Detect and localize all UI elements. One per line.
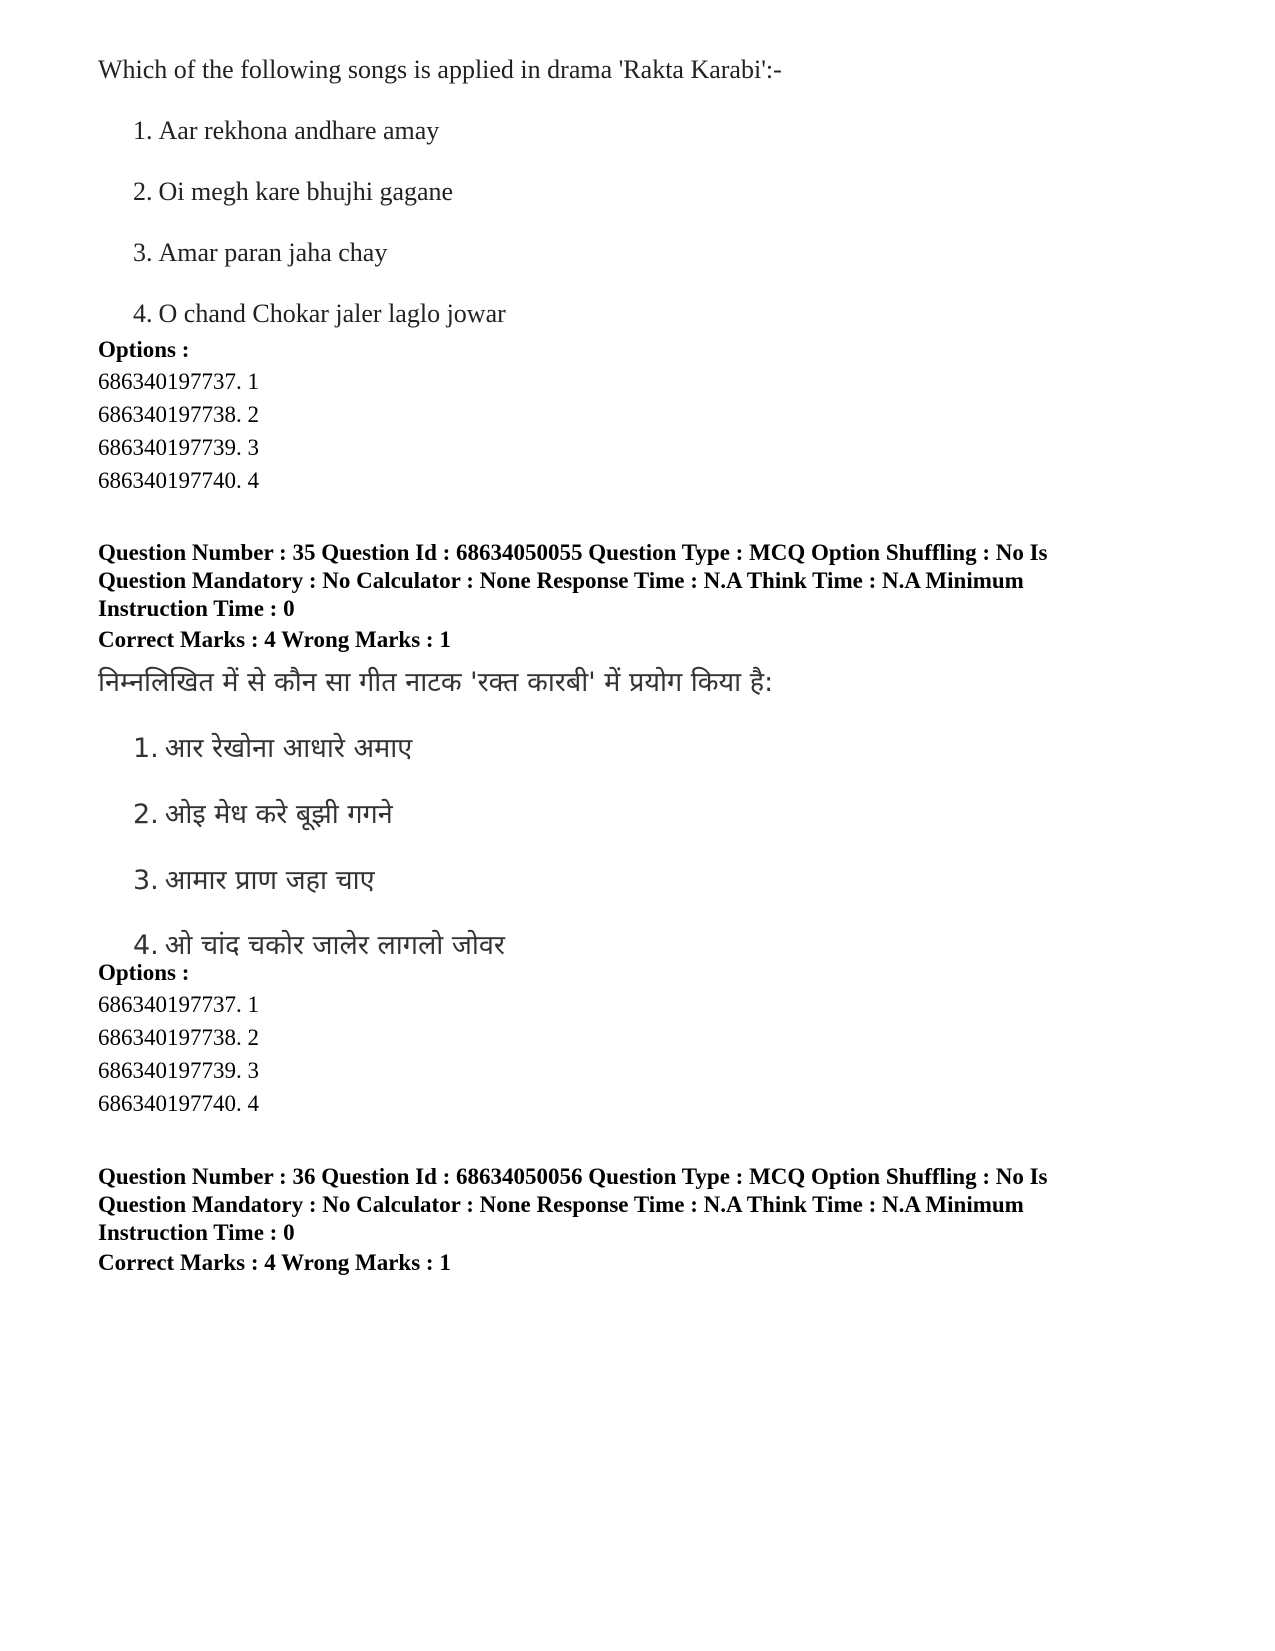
option-line: 686340197738. 2 xyxy=(98,1025,259,1050)
item-text: Aar rekhona andhare amay xyxy=(158,116,440,145)
meta-line: Question Number : 35 Question Id : 68634050055 Question Type : MCQ Option Shuffling : No Is xyxy=(98,540,1048,565)
question-34-item-3 xyxy=(133,238,387,268)
item-text: Oi megh kare bhujhi gagane xyxy=(158,177,454,206)
item-number: 2. xyxy=(133,177,153,206)
question-34-text: Which of the following songs is applied in drama 'Rakta Karabi':- xyxy=(98,55,782,84)
item-number: 1. xyxy=(133,733,159,764)
item-text: आर रेखोना आधारे अमाए xyxy=(164,733,413,764)
question-35-marks: Correct Marks : 4 Wrong Marks : 1 xyxy=(98,627,451,652)
meta-line: Question Number : 36 Question Id : 68634050056 Question Type : MCQ Option Shuffling : No Is xyxy=(98,1164,1048,1189)
item-number: 4. xyxy=(133,299,153,328)
option-line: 686340197739. 3 xyxy=(98,435,259,460)
question-35-text: निम्नलिखित में से कौन सा गीत नाटक 'रक्त कारबी' में प्रयोग किया है: xyxy=(98,667,774,698)
meta-line: Question Mandatory : No Calculator : None Response Time : N.A Think Time : N.A Minimum xyxy=(98,568,1024,593)
question-34-item-1 xyxy=(133,116,439,146)
option-line: 686340197737. 1 xyxy=(98,992,259,1017)
option-line: 686340197739. 3 xyxy=(98,1058,259,1083)
item-text: ओ चांद चकोर जालेर लागलो जोवर xyxy=(164,930,505,961)
question-35-item-2 xyxy=(133,794,393,831)
option-line: 686340197737. 1 xyxy=(98,369,259,394)
option-line: 686340197740. 4 xyxy=(98,468,259,493)
meta-line: Instruction Time : 0 xyxy=(98,1220,295,1245)
meta-line: Question Mandatory : No Calculator : None Response Time : N.A Think Time : N.A Minimum xyxy=(98,1192,1024,1217)
question-34-item-4 xyxy=(133,299,506,329)
question-36-marks: Correct Marks : 4 Wrong Marks : 1 xyxy=(98,1250,451,1275)
options-label: Options : xyxy=(98,337,190,362)
question-34-item-2 xyxy=(133,177,453,207)
question-35-item-1 xyxy=(133,728,412,765)
item-number: 1. xyxy=(133,116,153,145)
item-text: ओइ मेध करे बूझी गगने xyxy=(164,799,393,830)
question-35-item-4 xyxy=(133,925,505,962)
question-35-item-3 xyxy=(133,860,375,897)
option-line: 686340197738. 2 xyxy=(98,402,259,427)
question-36-meta xyxy=(98,1163,1198,1247)
item-text: O chand Chokar jaler laglo jowar xyxy=(158,299,506,328)
item-number: 4. xyxy=(133,930,159,961)
item-text: आमार प्राण जहा चाए xyxy=(164,865,375,896)
item-text: Amar paran jaha chay xyxy=(158,238,388,267)
option-line: 686340197740. 4 xyxy=(98,1091,259,1116)
meta-line: Instruction Time : 0 xyxy=(98,596,295,621)
item-number: 3. xyxy=(133,238,153,267)
question-35-meta xyxy=(98,539,1198,623)
item-number: 2. xyxy=(133,799,159,830)
options-label: Options : xyxy=(98,960,190,985)
item-number: 3. xyxy=(133,865,159,896)
